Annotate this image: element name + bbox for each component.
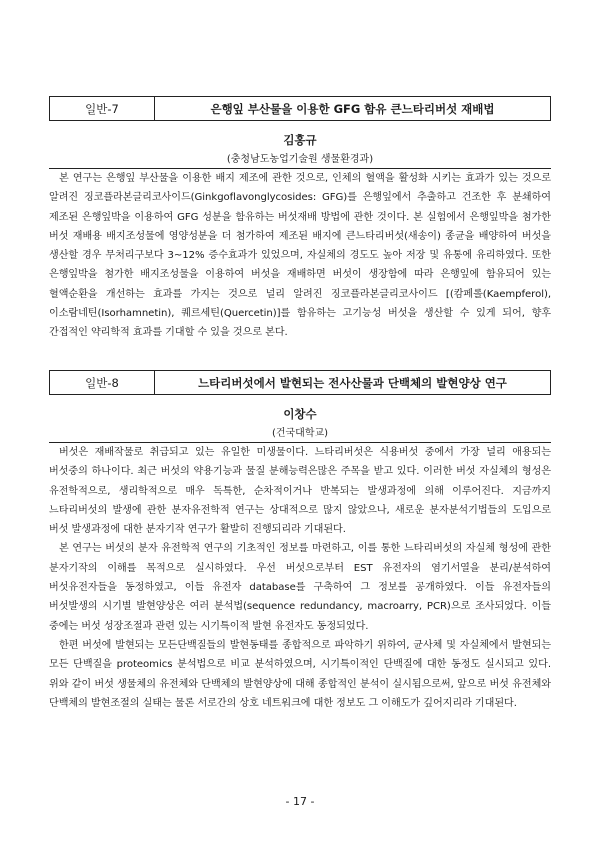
- abstract-body: [49, 443, 551, 713]
- abstract-section-2: [49, 370, 551, 713]
- section-tag: 일반-8: [50, 371, 155, 394]
- section-title: 느타리버섯에서 발현되는 전사산물과 단백체의 발현양상 연구: [198, 375, 507, 390]
- author-name: 김홍규: [283, 133, 317, 147]
- section-header: [49, 96, 551, 121]
- paragraph: 본 연구는 은행잎 부산물을 이용한 배지 제조에 관한 것으로, 인체의 혈액을 활성화 시키는 효과가 있는 것으로 알려진 징코플라본글리코사이드(Ginkgoflavonglycosides: GFG)를 은행잎에서 추출하고 건조한 후 분쇄하여 제조된 은행잎박을 이용하여 GFG 성분을 함유하는 버섯재배 방법에 관한 것이다. 본 실험에서 은행잎박을 첨가한 버섯 재배용 배지조성물에 영양성분을 더 첨가하여 제조된 배지에 큰느타리버섯(새송이) 종균을 배양하여 버섯을 생산할 경우 무처리구보다 3~12% 증수효과가 있었으며, 자실체의 경도도 높아 저장 및 유통에 유리하였다. 또한 은행잎박을 첨가한 배지조성물을 이용하여 버섯을 재배하면 버섯이 생장함에 따라 은행잎에 함유되어 있는 혈액순환을 개선하는 효과를 가지는 것으로 널리 알려진 징코플라본글리코사이드 [(캄페롤(Kaempferol), 이소람네틴(Isorhamnetin), 퀘르세틴(Quercetin)]를 함유하는 고기능성 버섯을 생산할 수 있게 되어, 향후 간접적인 약리학적 효과를 기대할 수 있을 것으로 본다.: [49, 173, 551, 339]
- paragraph: 본 연구는 버섯의 분자 유전학적 연구의 기초적인 정보를 마련하고, 이를 통한 느타리버섯의 자실체 형성에 관한 분자기작의 이해를 목적으로 실시하였다. 우선 버섯으로부터 EST 유전자의 염기서열을 분리/분석하여 버섯유전자들을 동정하였고, 이들 유전자 database를 구축하여 그 정보를 공개하였다. 이들 유전자들의 버섯발생의 시기별 발현양상은 여러 분석법(sequence redundancy, macroarry, PCR)으로 조사되었다. 이들 중에는 버섯 성장조절과 관련 있는 시기특이적 발현 유전자도 동정되었다.: [49, 543, 551, 632]
- paragraph: 한편 버섯에 발현되는 모든단백질들의 발현동태를 종합적으로 파악하기 위하여, 균사체 및 자실체에서 발현되는 모든 단백질을 proteomics 분석법으로 비교 분석하였으며, 시기특이적인 단백질에 대한 동정도 실시되고 있다. 위와 같이 버섯 생물체의 유전체와 단백체의 발현양상에 대해 종합적인 분석이 실시됨으로써, 앞으로 버섯 유전체와 단백체의 발현조절의 실태는 물론 서로간의 상호 네트워크에 대한 정보도 그 이해도가 깊어지리라 기대된다.: [49, 639, 551, 709]
- author-name: 이창수: [283, 407, 317, 421]
- section-tag: 일반-7: [50, 97, 155, 120]
- section-title: 은행잎 부산물을 이용한 GFG 함유 큰느타리버섯 재배법: [210, 101, 495, 116]
- author-affiliation: (건국대학교): [271, 428, 329, 439]
- author-affiliation: (충청남도농업기술원 생물환경과): [226, 154, 374, 165]
- paragraph: 버섯은 재배작물로 취급되고 있는 유일한 미생물이다. 느타리버섯은 식용버섯 중에서 가장 널리 애용되는 버섯중의 하나이다. 최근 버섯의 약용기능과 물질 분해능력은많은 주목을 받고 있다. 이러한 버섯 자실체의 형성은 유전학적으로, 생리학적으로 매우 독특한, 순차적이거나 반복되는 발생과정에 의해 이루어진다. 지금까지 느타리버섯의 발생에 관한 분자유전학적 연구는 상대적으로 많지 않았으나, 새로운 분자분석기법들의 도입으로 버섯 발생과정에 대한 분자기작 연구가 활발히 진행되리라 기대된다.: [49, 447, 551, 536]
- abstract-body: [49, 169, 551, 343]
- abstract-section-1: [49, 96, 551, 343]
- section-header: [49, 370, 551, 395]
- page-number: - 17 -: [285, 795, 315, 808]
